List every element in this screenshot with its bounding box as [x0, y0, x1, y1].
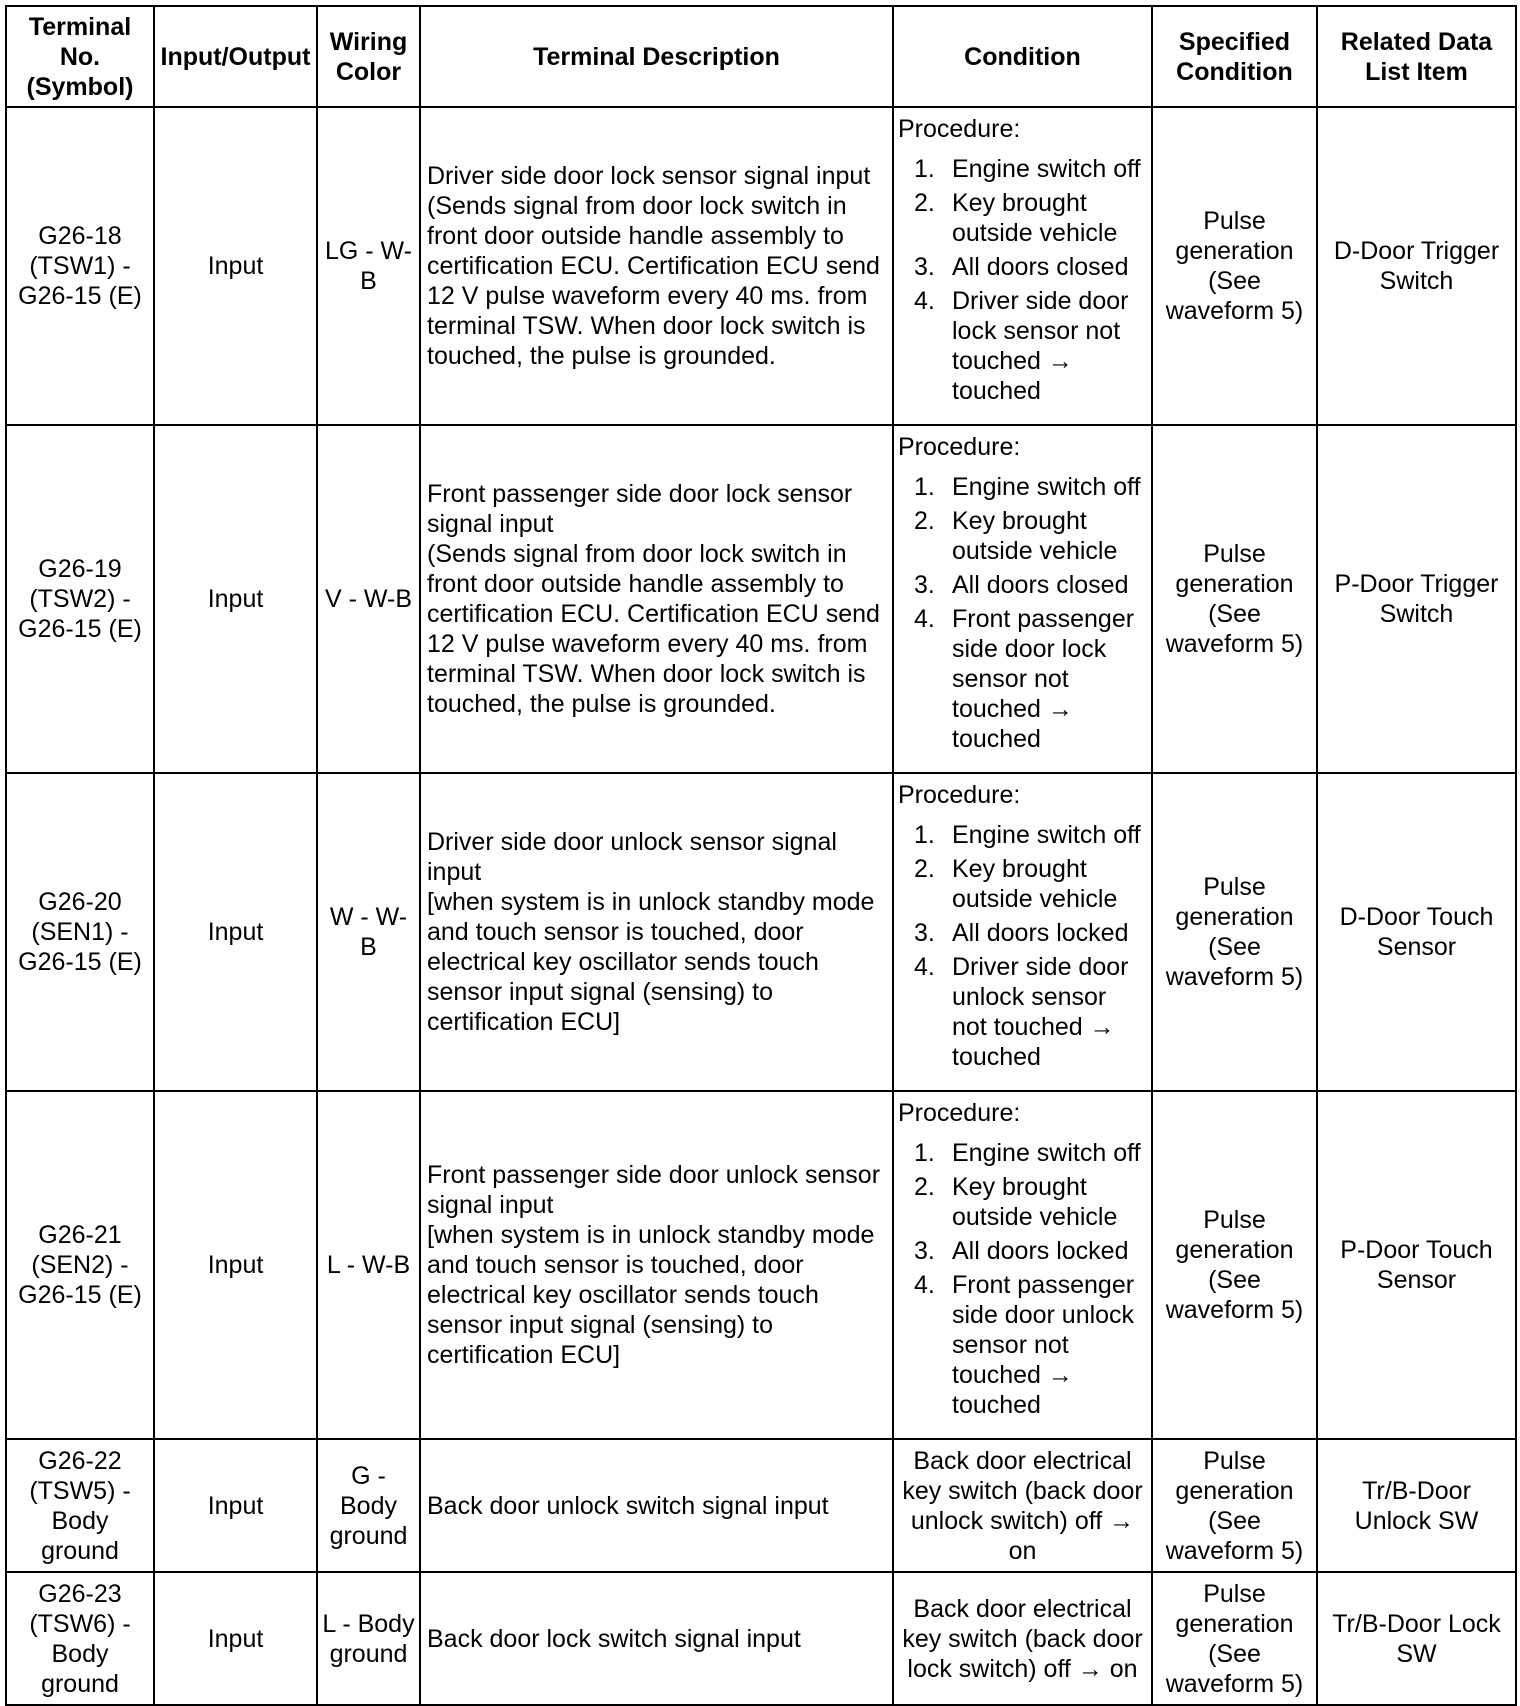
procedure-step: 1. Engine switch off: [914, 821, 1141, 849]
procedure-step: 2. Key brought outside vehicle: [914, 855, 1118, 913]
wiring-cell: L - W-B: [317, 1091, 420, 1439]
terminal-cell: G26-21 (SEN2) - G26-15 (E): [6, 1091, 154, 1439]
header-row: [6, 6, 1516, 107]
procedure-step: 3. All doors closed: [914, 253, 1129, 281]
terminal-cell: G26-19 (TSW2) - G26-15 (E): [6, 425, 154, 773]
table-row: [6, 107, 1516, 425]
procedure-steps: [898, 154, 1147, 406]
specified-cell: Pulse generation (See waveform 5): [1152, 1439, 1317, 1572]
procedure-step: 3. All doors closed: [914, 571, 1129, 599]
condition-cell: [893, 773, 1152, 1091]
procedure-steps: [898, 1138, 1147, 1420]
table-row: [6, 425, 1516, 773]
header-io: Input/Output: [154, 6, 317, 107]
io-cell: Input: [154, 1572, 317, 1705]
related-cell: Tr/B-Door Unlock SW: [1317, 1439, 1516, 1572]
description-cell: Back door lock switch signal input: [420, 1572, 893, 1705]
io-cell: Input: [154, 1091, 317, 1439]
related-cell: Tr/B-Door Lock SW: [1317, 1572, 1516, 1705]
table-row: [6, 1439, 1516, 1572]
wiring-cell: W - W-B: [317, 773, 420, 1091]
related-cell: P-Door Touch Sensor: [1317, 1091, 1516, 1439]
header-terminal: Terminal No. (Symbol): [6, 6, 154, 107]
procedure-label: Procedure:: [898, 433, 1021, 461]
specified-cell: Pulse generation (See waveform 5): [1152, 1572, 1317, 1705]
description-cell: Driver side door lock sensor signal input (Sends signal from door lock switch in front door outside handle assembly to certification ECU. Certification ECU send 12 V pulse waveform every 40 ms. from terminal TSW. When door lock switch is touched, the pulse is grounded.: [420, 107, 893, 425]
description-cell: Front passenger side door lock sensor signal input (Sends signal from door lock switch in front door outside handle assembly to certification ECU. Certification ECU send 12 V pulse waveform every 40 ms. from terminal TSW. When door lock switch is touched, the pulse is grounded.: [420, 425, 893, 773]
description-cell: Front passenger side door unlock sensor signal input [when system is in unlock standby mode and touch sensor is touched, door electrical key oscillator sends touch sensor input signal (sensing) to certification ECU]: [420, 1091, 893, 1439]
condition-cell: [893, 1091, 1152, 1439]
procedure-step: 4. Driver side door lock sensor not touched → touched: [914, 287, 1129, 405]
condition-cell: [893, 425, 1152, 773]
procedure-step: 4. Front passenger side door lock sensor not touched → touched: [914, 605, 1135, 753]
specified-cell: Pulse generation (See waveform 5): [1152, 1091, 1317, 1439]
table-row: [6, 773, 1516, 1091]
header-specified: Specified Condition: [1152, 6, 1317, 107]
condition-cell: [893, 107, 1152, 425]
terminal-cell: G26-22 (TSW5) - Body ground: [6, 1439, 154, 1572]
specified-cell: Pulse generation (See waveform 5): [1152, 107, 1317, 425]
condition-cell: Back door electrical key switch (back door lock switch) off → on: [893, 1572, 1152, 1705]
io-cell: Input: [154, 425, 317, 773]
header-wiring: Wiring Color: [317, 6, 420, 107]
procedure-step: 1. Engine switch off: [914, 155, 1141, 183]
procedure-step: 3. All doors locked: [914, 919, 1129, 947]
terminal-cell: G26-20 (SEN1) - G26-15 (E): [6, 773, 154, 1091]
header-related: Related Data List Item: [1317, 6, 1516, 107]
table-row: [6, 1572, 1516, 1705]
terminal-cell: G26-23 (TSW6) - Body ground: [6, 1572, 154, 1705]
terminal-spec-table: [5, 5, 1517, 1706]
specified-cell: Pulse generation (See waveform 5): [1152, 425, 1317, 773]
procedure-step: 2. Key brought outside vehicle: [914, 1173, 1118, 1231]
procedure-step: 1. Engine switch off: [914, 1139, 1141, 1167]
procedure-step: 1. Engine switch off: [914, 473, 1141, 501]
wiring-cell: LG - W-B: [317, 107, 420, 425]
wiring-cell: G - Body ground: [317, 1439, 420, 1572]
terminal-cell: G26-18 (TSW1) - G26-15 (E): [6, 107, 154, 425]
procedure-steps: [898, 472, 1147, 754]
procedure-label: Procedure:: [898, 1099, 1021, 1127]
wiring-cell: L - Body ground: [317, 1572, 420, 1705]
procedure-step: 2. Key brought outside vehicle: [914, 507, 1118, 565]
condition-cell: Back door electrical key switch (back door unlock switch) off → on: [893, 1439, 1152, 1572]
procedure-steps: [898, 820, 1147, 1072]
description-cell: Driver side door unlock sensor signal input [when system is in unlock standby mode and touch sensor is touched, door electrical key oscillator sends touch sensor input signal (sensing) to certification ECU]: [420, 773, 893, 1091]
procedure-step: 4. Driver side door unlock sensor not touched → touched: [914, 953, 1129, 1071]
description-cell: Back door unlock switch signal input: [420, 1439, 893, 1572]
procedure-step: 3. All doors locked: [914, 1237, 1129, 1265]
wiring-cell: V - W-B: [317, 425, 420, 773]
procedure-label: Procedure:: [898, 115, 1021, 143]
header-condition: Condition: [893, 6, 1152, 107]
specified-cell: Pulse generation (See waveform 5): [1152, 773, 1317, 1091]
io-cell: Input: [154, 1439, 317, 1572]
related-cell: P-Door Trigger Switch: [1317, 425, 1516, 773]
related-cell: D-Door Trigger Switch: [1317, 107, 1516, 425]
procedure-label: Procedure:: [898, 781, 1021, 809]
table-row: [6, 1091, 1516, 1439]
procedure-step: 2. Key brought outside vehicle: [914, 189, 1118, 247]
header-description: Terminal Description: [420, 6, 893, 107]
io-cell: Input: [154, 107, 317, 425]
procedure-step: 4. Front passenger side door unlock sensor not touched → touched: [914, 1271, 1135, 1419]
related-cell: D-Door Touch Sensor: [1317, 773, 1516, 1091]
io-cell: Input: [154, 773, 317, 1091]
